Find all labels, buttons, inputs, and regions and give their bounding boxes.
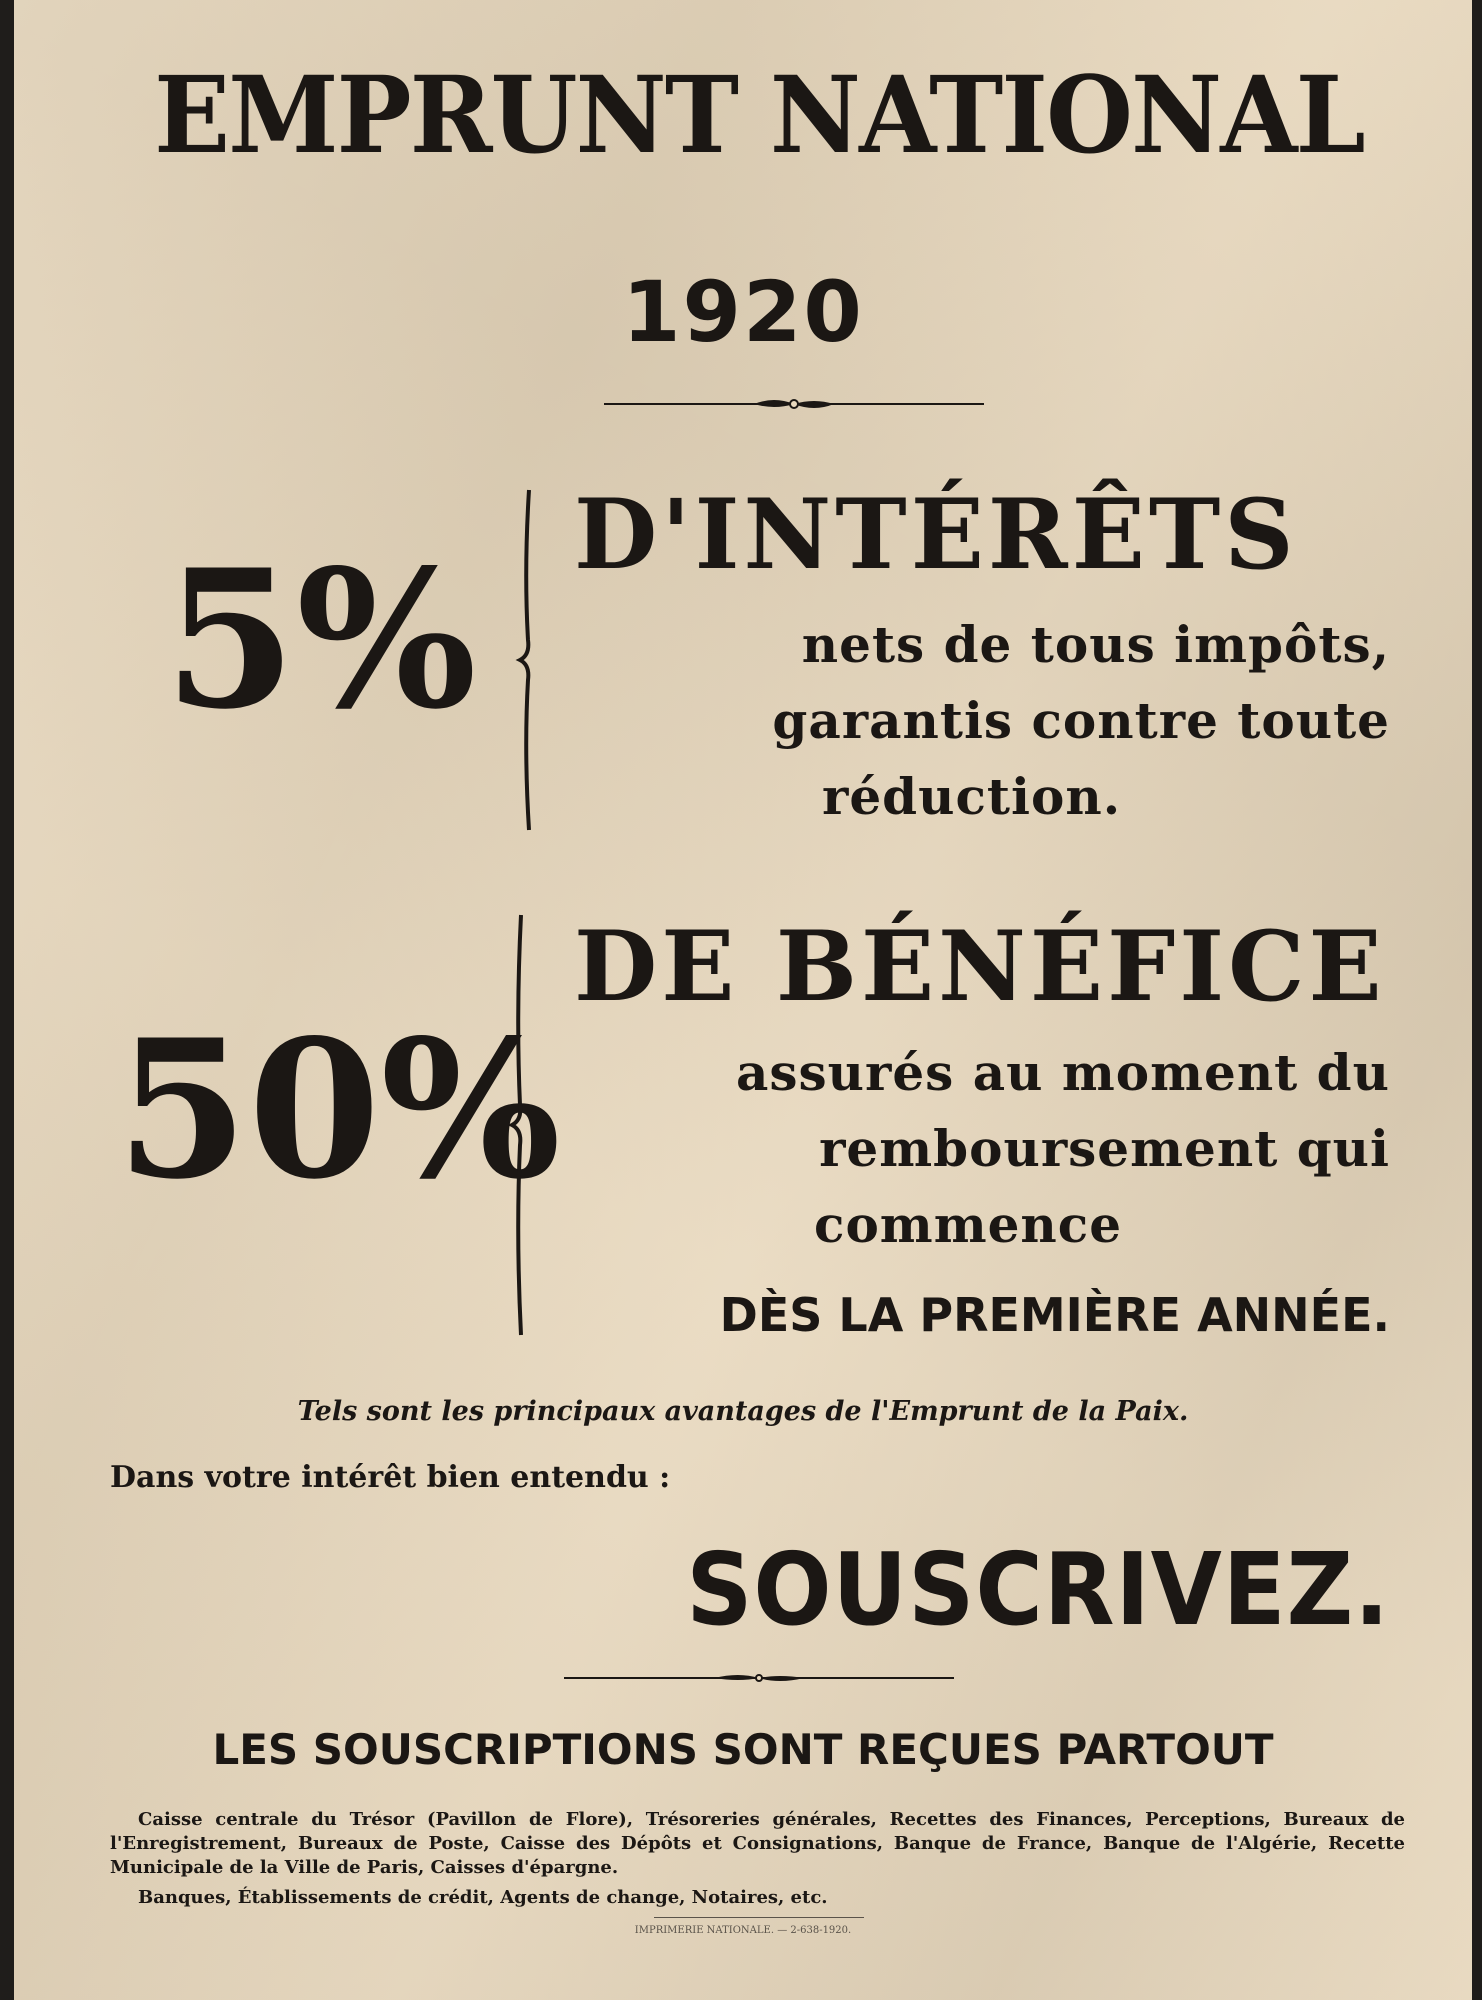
benefit-line-2: remboursement qui bbox=[819, 1119, 1390, 1178]
brace-benefit bbox=[506, 915, 536, 1335]
imprint: IMPRIMERIE NATIONALE. — 2-638-1920. bbox=[634, 1925, 852, 1936]
ornament-divider-top bbox=[604, 394, 984, 414]
interest-heading: D'INTÉRÊTS bbox=[574, 478, 1298, 591]
appeal-souscrivez: SOUSCRIVEZ. bbox=[686, 1531, 1390, 1648]
interest-line-3: réduction. bbox=[822, 767, 1122, 826]
interest-line-2: garantis contre toute bbox=[772, 691, 1390, 750]
ornament-divider-bottom bbox=[564, 1670, 954, 1686]
subscription-places: Caisse centrale du Trésor (Pavillon de Flore), Trésoreries générales, Recettes des Finances, Perceptions, Bureaux de l'Enregistrement, Bureaux de Poste, Caisse des Dépôts et Consignations, Banque de France, Banque de l'Algérie, Recette Municipale de la Ville de Paris, Caisses d'épargne. bbox=[110, 1809, 1405, 1878]
benefit-heading: DE BÉNÉFICE bbox=[574, 910, 1386, 1023]
subscriptions-heading: LES SOUSCRIPTIONS SONT REÇUES PARTOUT bbox=[212, 1725, 1274, 1774]
benefit-percent: 50% bbox=[116, 998, 561, 1221]
appeal-lead: Dans votre intérêt bien entendu : bbox=[110, 1460, 671, 1495]
imprint-rule bbox=[654, 1917, 864, 1918]
benefit-line-1: assurés au moment du bbox=[735, 1043, 1390, 1102]
poster-title: EMPRUNT NATIONAL bbox=[154, 52, 1364, 177]
tagline: Tels sont les principaux avantages de l'Emprunt de la Paix. bbox=[297, 1396, 1189, 1427]
poster bbox=[14, 0, 1472, 2000]
benefit-line-3: commence bbox=[814, 1195, 1123, 1254]
brace-interest bbox=[514, 490, 544, 830]
benefit-emphasis: DÈS LA PREMIÈRE ANNÉE. bbox=[719, 1288, 1390, 1342]
poster-year: 1920 bbox=[622, 263, 864, 361]
interest-percent: 5% bbox=[164, 528, 477, 751]
interest-line-1: nets de tous impôts, bbox=[801, 615, 1390, 674]
subscription-places-2: Banques, Établissements de crédit, Agents de change, Notaires, etc. bbox=[138, 1887, 828, 1908]
